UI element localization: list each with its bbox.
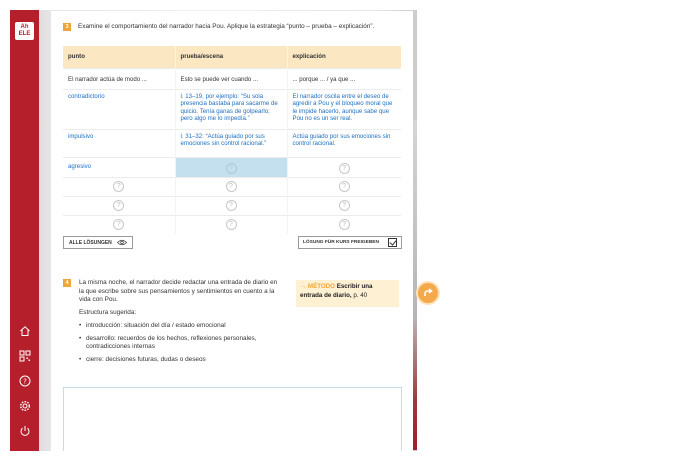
input-cell[interactable] bbox=[63, 215, 175, 234]
table-cell[interactable]: l. 31–32: “Actúa guiado por sus emociones sin control racional.” bbox=[175, 129, 287, 157]
input-cell[interactable] bbox=[63, 196, 175, 215]
input-cell[interactable] bbox=[287, 215, 401, 234]
help-icon[interactable] bbox=[10, 368, 39, 393]
logo-line-1: Ah bbox=[20, 24, 29, 30]
help-icon[interactable]: ? bbox=[226, 200, 237, 211]
column-header-prueba: prueba/escena bbox=[175, 46, 287, 68]
help-icon[interactable]: ? bbox=[113, 219, 124, 230]
column-header-punto: punto bbox=[63, 46, 175, 68]
table-row-empty bbox=[63, 177, 401, 196]
task-3 bbox=[63, 23, 401, 32]
input-cell[interactable] bbox=[175, 215, 287, 234]
table-row-empty bbox=[63, 196, 401, 215]
checkbox-icon[interactable] bbox=[388, 238, 397, 247]
table-row bbox=[63, 129, 401, 157]
help-icon[interactable]: ? bbox=[226, 163, 237, 174]
table-cell[interactable]: impulsivo bbox=[63, 129, 175, 157]
ppe-table bbox=[63, 46, 401, 234]
share-solution-label: LÖSUNG FÜR KURS FREIGEBEN bbox=[303, 240, 379, 245]
input-cell[interactable] bbox=[175, 177, 287, 196]
gear-icon[interactable] bbox=[10, 393, 39, 418]
structure-list bbox=[63, 322, 283, 364]
brand-logo[interactable] bbox=[15, 22, 34, 40]
input-cell[interactable] bbox=[287, 177, 401, 196]
show-all-solutions-button[interactable] bbox=[63, 236, 133, 249]
sidebar bbox=[10, 10, 39, 451]
table-cell: Esto se puede ver cuando ... bbox=[175, 68, 287, 89]
input-cell[interactable] bbox=[287, 157, 401, 177]
table-cell: El narrador actúa de modo ... bbox=[63, 68, 175, 89]
sidebar-icons bbox=[10, 318, 39, 443]
help-icon[interactable]: ? bbox=[113, 181, 124, 192]
method-reference[interactable] bbox=[296, 280, 399, 307]
method-label: MÉTODO bbox=[307, 283, 335, 290]
table-header-row bbox=[63, 46, 401, 68]
table-cell[interactable]: l. 13–19, por ejemplo: “Su sola presencia bastaba para sacarme de quicio. Tenía ganas de golpearlo; pero algo me lo impedía.” bbox=[175, 89, 287, 129]
input-cell[interactable] bbox=[63, 177, 175, 196]
method-title: Escribir una entrada de diario, bbox=[300, 283, 373, 299]
list-item: • cierre: decisiones futuras, dudas o deseos bbox=[79, 356, 283, 365]
help-icon[interactable]: ? bbox=[339, 219, 350, 230]
help-icon[interactable]: ? bbox=[226, 181, 237, 192]
help-icon[interactable]: ? bbox=[226, 219, 237, 230]
share-solution-button[interactable] bbox=[298, 236, 402, 249]
method-page: p. 40 bbox=[353, 291, 368, 299]
structure-label: Estructura sugerida: bbox=[79, 308, 137, 316]
help-icon[interactable]: ? bbox=[339, 163, 350, 174]
table-cell[interactable]: agresivo bbox=[63, 157, 175, 177]
table-cell[interactable]: Actúa guiado por sus emociones sin control racional. bbox=[287, 129, 401, 157]
table-row-empty bbox=[63, 215, 401, 234]
content-panel bbox=[51, 11, 413, 451]
input-cell[interactable] bbox=[287, 196, 401, 215]
help-icon[interactable]: ? bbox=[339, 200, 350, 211]
column-header-explicacion: explicación bbox=[287, 46, 401, 68]
eye-icon bbox=[117, 239, 127, 246]
diary-answer-textarea[interactable] bbox=[63, 387, 402, 451]
task-number-badge: 3 bbox=[63, 23, 71, 31]
list-item: • desarrollo: recuerdos de los hechos, reflexiones personales, contradicciones internas bbox=[79, 335, 283, 352]
table-cell[interactable]: El narrador oscila entre el deseo de agredir a Pou y el bloqueo moral que le impide hacerlo, aunque sabe que Pou no es un ser real. bbox=[287, 89, 401, 129]
arrow-icon: → bbox=[300, 283, 307, 290]
task-instruction: La misma noche, el narrador decide redactar una entrada de diario en la que escribe sobre sus pensamientos y sentimientos en cuento a la vida con Pou. bbox=[79, 279, 278, 303]
table-cell: ... porque ... / ya que ... bbox=[287, 68, 401, 89]
power-icon[interactable] bbox=[10, 418, 39, 443]
active-input-cell[interactable] bbox=[175, 157, 287, 177]
svg-text:?: ? bbox=[22, 377, 27, 385]
table-row bbox=[63, 89, 401, 129]
show-solutions-label: ALLE LÖSUNGEN bbox=[69, 239, 112, 246]
table-row bbox=[63, 157, 401, 177]
task-instruction: Examine el comportamiento del narrador hacia Pou. Aplique la estrategia “punto – prueba – explicación”. bbox=[78, 23, 375, 30]
table-cell[interactable]: contradictorio bbox=[63, 89, 175, 129]
logo-line-2: ELE bbox=[18, 31, 31, 37]
qr-code-icon[interactable] bbox=[10, 343, 39, 368]
home-icon[interactable] bbox=[10, 318, 39, 343]
help-icon[interactable]: ? bbox=[113, 200, 124, 211]
curved-arrow-icon[interactable] bbox=[416, 281, 440, 305]
list-item: • introducción: situación del día / estado emocional bbox=[79, 322, 283, 331]
task-number-badge: 4 bbox=[63, 279, 71, 287]
help-icon[interactable]: ? bbox=[339, 181, 350, 192]
table-row bbox=[63, 68, 401, 89]
input-cell[interactable] bbox=[175, 196, 287, 215]
task-4 bbox=[63, 279, 283, 368]
